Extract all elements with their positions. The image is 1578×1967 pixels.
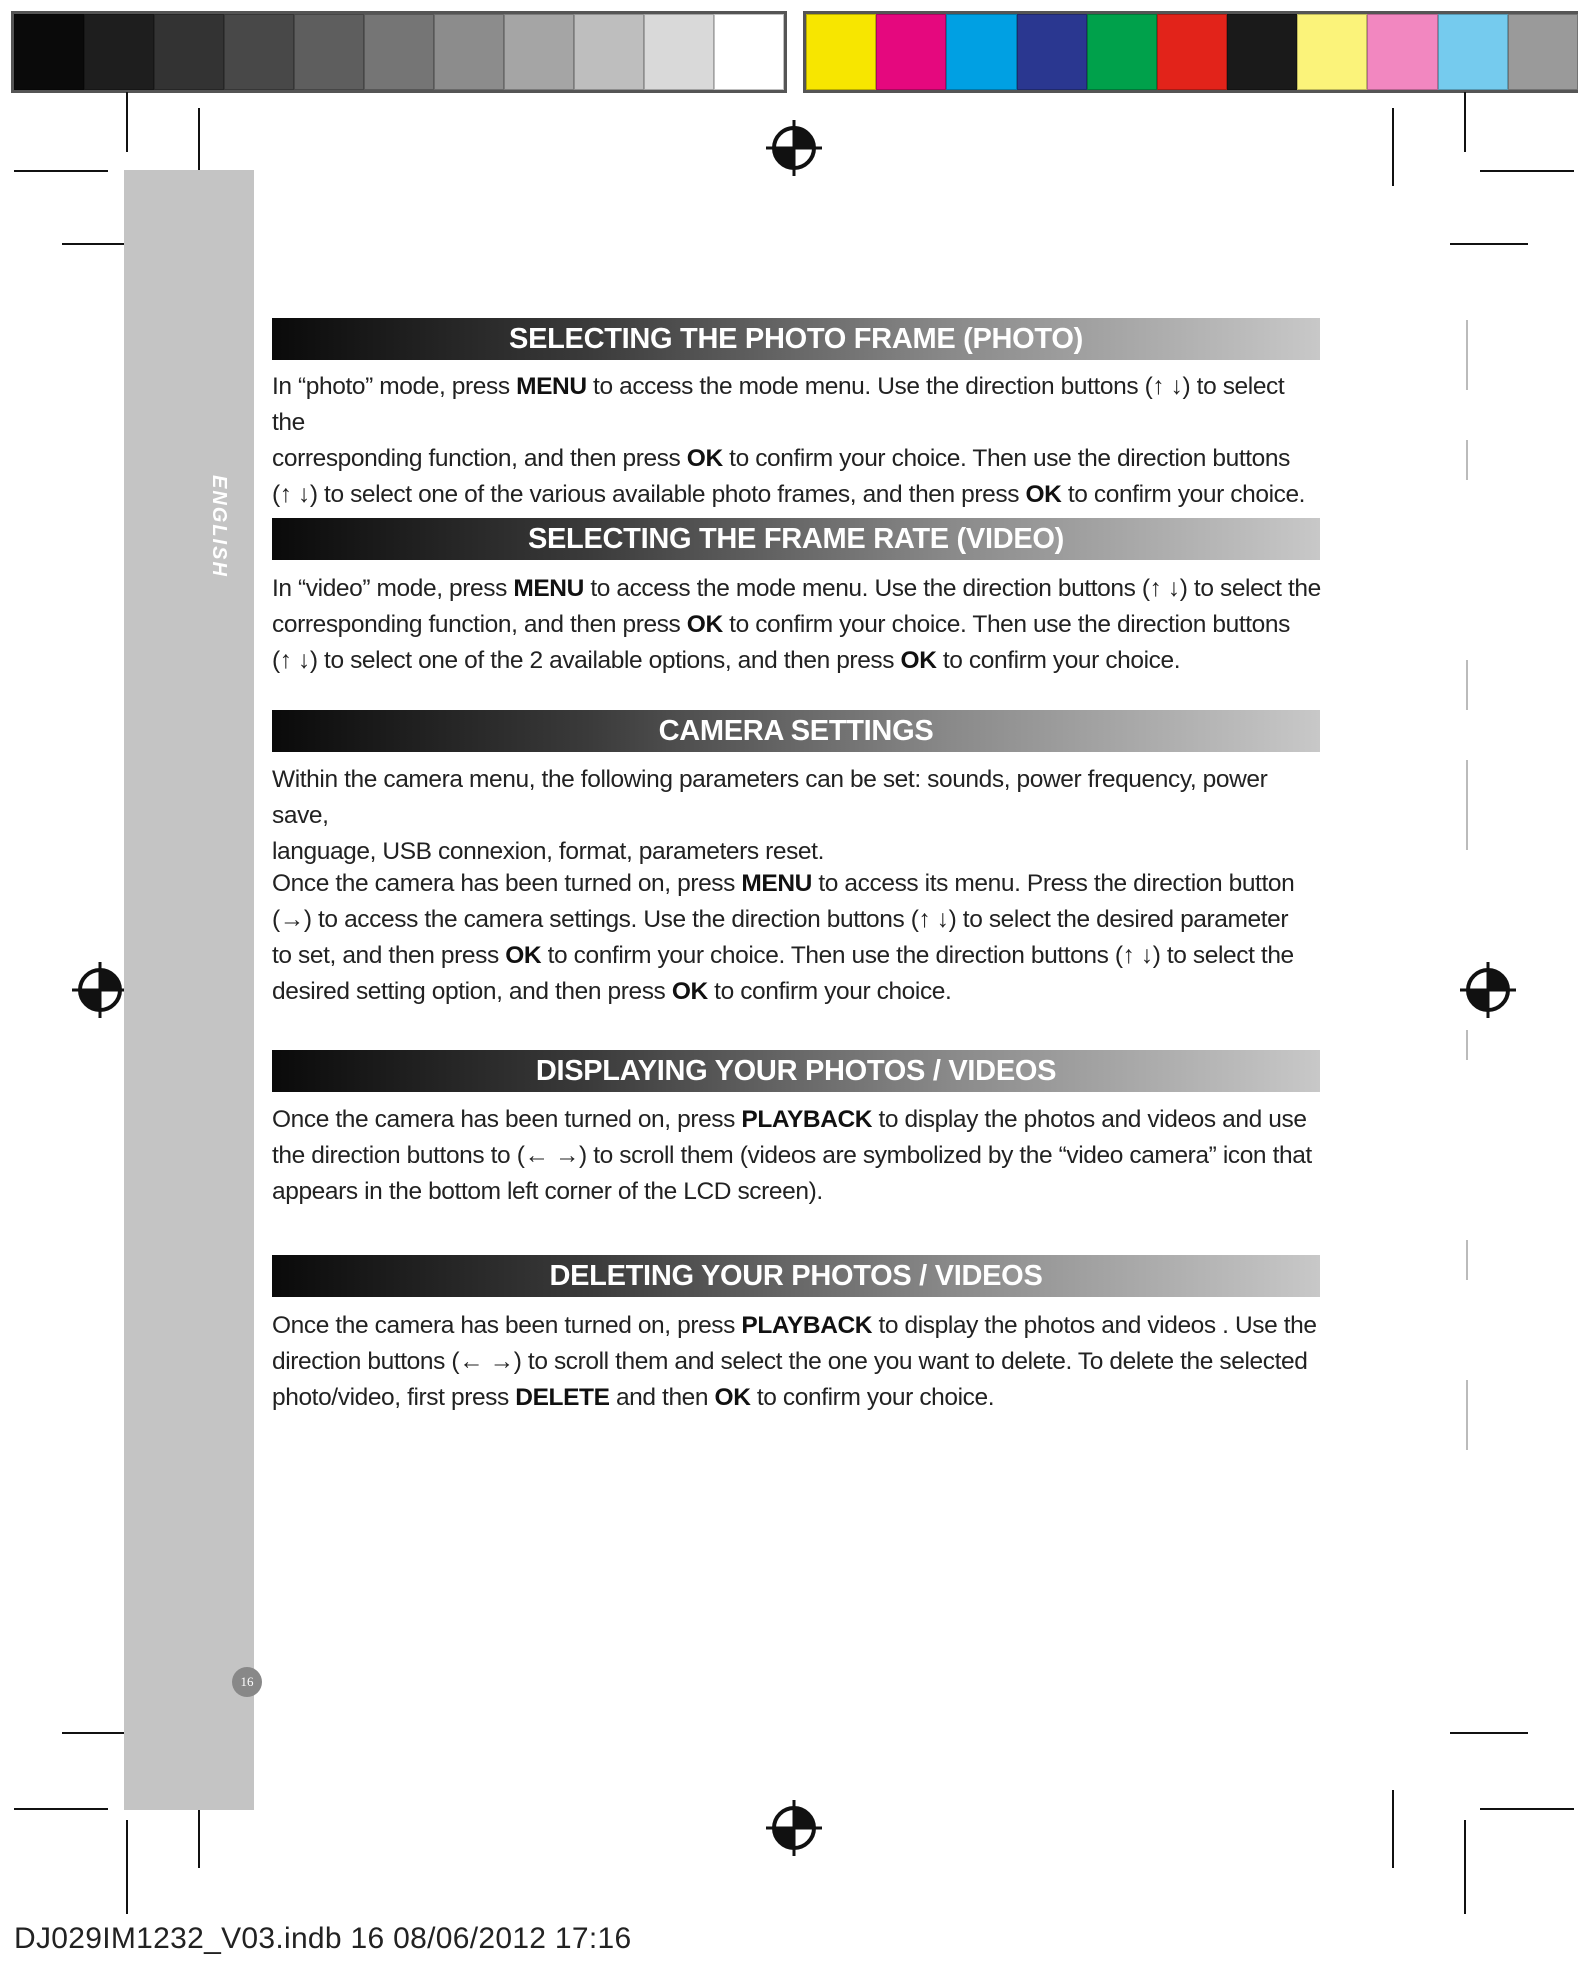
trim-guide	[1466, 1240, 1468, 1280]
crop-mark	[1464, 1820, 1466, 1914]
page-number: 16	[232, 1667, 262, 1697]
color-swatch	[1508, 14, 1578, 90]
section-body	[272, 571, 1322, 679]
process-color-bar	[806, 14, 1578, 90]
text-line: photo/video, first press DELETE and then OK to confirm your choice.	[272, 1384, 995, 1411]
text-line: language, USB connexion, format, parameters reset.	[272, 838, 824, 865]
color-swatch	[644, 14, 714, 90]
print-slug: DJ029IM1232_V03.indb 16 08/06/2012 17:16	[14, 1922, 632, 1955]
text-line: Once the camera has been turned on, press PLAYBACK to display the photos and videos . Use the	[272, 1312, 1317, 1339]
section-body	[272, 1308, 1322, 1416]
crop-mark	[1480, 1808, 1574, 1810]
text-line: (↑ ↓) to select one of the 2 available options, and then press OK to confirm your choice.	[272, 647, 1181, 674]
text-line: Once the camera has been turned on, press MENU to access its menu. Press the direction button	[272, 870, 1295, 897]
color-swatch	[224, 14, 294, 90]
text-line: In “photo” mode, press MENU to access the mode menu. Use the direction buttons (↑ ↓) to select the	[272, 373, 1285, 436]
color-swatch	[1367, 14, 1437, 90]
section-heading: DELETING YOUR PHOTOS / VIDEOS	[272, 1255, 1320, 1297]
crop-mark	[14, 170, 108, 172]
trim-guide	[1466, 1380, 1468, 1450]
trim-guide	[1466, 440, 1468, 480]
color-swatch	[434, 14, 504, 90]
text-line: desired setting option, and then press OK to confirm your choice.	[272, 978, 952, 1005]
registration-mark-icon	[764, 118, 824, 178]
color-swatch	[294, 14, 364, 90]
color-swatch	[574, 14, 644, 90]
color-swatch	[946, 14, 1016, 90]
section-heading: SELECTING THE FRAME RATE (VIDEO)	[272, 518, 1320, 560]
text-line: (↑ ↓) to select one of the various available photo frames, and then press OK to confirm your choice.	[272, 481, 1306, 508]
crop-mark	[126, 92, 128, 152]
trim-guide	[1466, 760, 1468, 850]
text-line: (→) to access the camera settings. Use the direction buttons (↑ ↓) to select the desired parameter	[272, 906, 1289, 933]
crop-mark	[1464, 92, 1466, 152]
crop-mark	[1480, 170, 1574, 172]
text-line: the direction buttons to (← →) to scroll them (videos are symbolized by the “video camera” icon that	[272, 1142, 1312, 1169]
text-line: appears in the bottom left corner of the LCD screen).	[272, 1178, 823, 1205]
text-line: corresponding function, and then press OK to confirm your choice. Then use the direction buttons	[272, 611, 1290, 638]
text-line: In “video” mode, press MENU to access the mode menu. Use the direction buttons (↑ ↓) to select the	[272, 575, 1321, 602]
trim-guide	[1466, 660, 1468, 710]
section-body	[272, 1102, 1322, 1210]
registration-mark-icon	[70, 960, 130, 1020]
grayscale-color-bar	[14, 14, 784, 90]
color-swatch	[1227, 14, 1297, 90]
section-heading: CAMERA SETTINGS	[272, 710, 1320, 752]
color-swatch	[14, 14, 84, 90]
section-heading: SELECTING THE PHOTO FRAME (PHOTO)	[272, 318, 1320, 360]
color-swatch	[1297, 14, 1367, 90]
section-body	[272, 762, 1322, 870]
text-line: Within the camera menu, the following parameters can be set: sounds, power frequency, power save,	[272, 766, 1268, 829]
text-line: to set, and then press OK to confirm your choice. Then use the direction buttons (↑ ↓) to select the	[272, 942, 1294, 969]
text-line: direction buttons (← →) to scroll them and select the one you want to delete. To delete the selected	[272, 1348, 1308, 1375]
color-swatch	[1157, 14, 1227, 90]
crop-mark	[1392, 1790, 1394, 1868]
registration-mark-icon	[1458, 960, 1518, 1020]
color-swatch	[714, 14, 784, 90]
trim-guide	[1466, 1030, 1468, 1060]
color-swatch	[1017, 14, 1087, 90]
language-label: ENGLISH	[208, 475, 230, 578]
color-swatch	[806, 14, 876, 90]
crop-mark	[1450, 243, 1528, 245]
text-line: Once the camera has been turned on, press PLAYBACK to display the photos and videos and use	[272, 1106, 1307, 1133]
color-swatch	[876, 14, 946, 90]
crop-mark	[126, 1820, 128, 1914]
language-sidebar	[124, 170, 254, 1810]
color-swatch	[504, 14, 574, 90]
trim-guide	[1466, 320, 1468, 390]
color-swatch	[364, 14, 434, 90]
color-swatch	[84, 14, 154, 90]
section-heading: DISPLAYING YOUR PHOTOS / VIDEOS	[272, 1050, 1320, 1092]
crop-mark	[14, 1808, 108, 1810]
crop-mark	[1392, 108, 1394, 186]
section-body	[272, 866, 1322, 1010]
section-body	[272, 369, 1322, 513]
registration-mark-icon	[764, 1798, 824, 1858]
color-swatch	[1438, 14, 1508, 90]
color-swatch	[154, 14, 224, 90]
color-swatch	[1087, 14, 1157, 90]
crop-mark	[1450, 1732, 1528, 1734]
text-line: corresponding function, and then press OK to confirm your choice. Then use the direction buttons	[272, 445, 1290, 472]
